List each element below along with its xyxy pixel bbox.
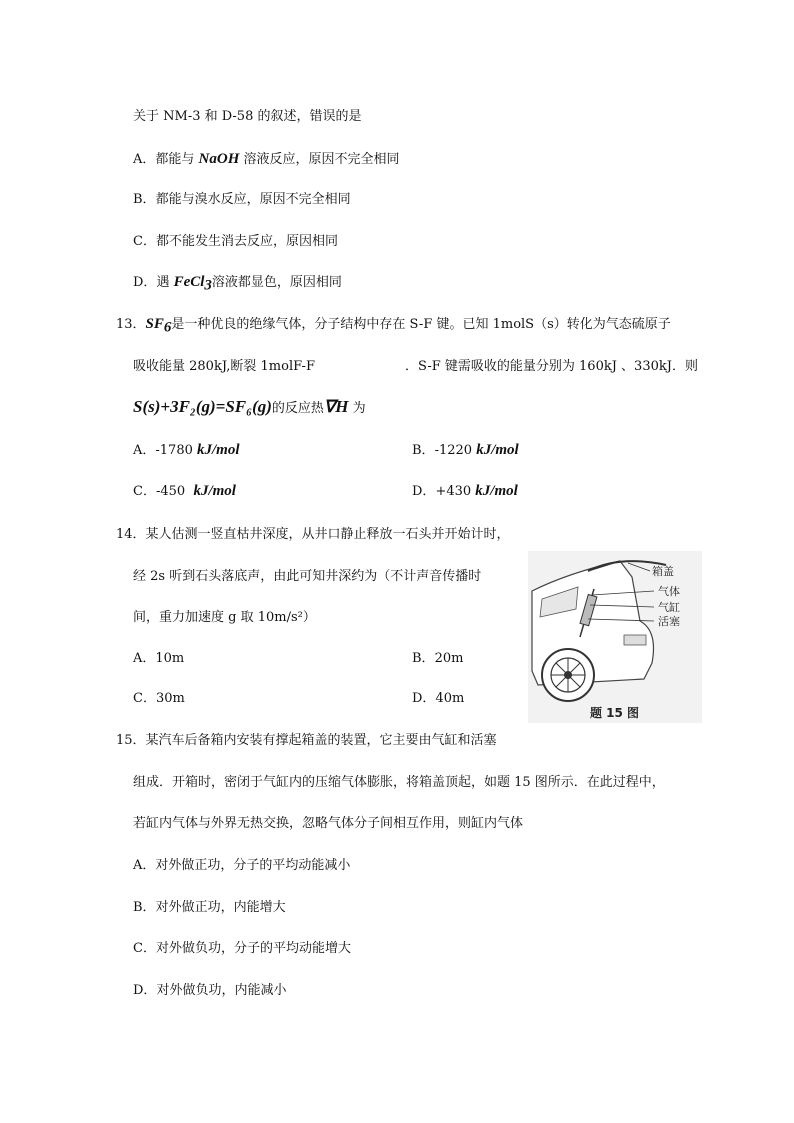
q15-line2: 组成．开箱时，密闭于气缸内的压缩气体膨胀，将箱盖顶起，如题 15 图所示．在此过程中， <box>133 775 665 790</box>
q14-line1: 14．某人估测一竖直枯井深度，从井口静止释放一石头并开始计时， <box>116 527 510 542</box>
option-letter: D． <box>412 484 436 499</box>
chem-formula: SF <box>145 316 164 332</box>
q15-option-b <box>133 899 286 917</box>
q13-line3 <box>133 398 366 418</box>
option-letter: C． <box>133 691 156 706</box>
label-trunk-lid: 箱盖 <box>652 565 674 578</box>
q13-text: 为 <box>348 401 366 416</box>
q14-option-b <box>412 650 463 668</box>
option-letter: A． <box>133 443 156 458</box>
q14-option-d <box>412 690 464 708</box>
option-value: -1780 <box>155 443 193 458</box>
car-trunk-diagram <box>528 551 702 723</box>
car-trunk-figure <box>528 551 702 723</box>
option-letter: B． <box>133 192 156 207</box>
unit: kJ/mol <box>193 483 236 499</box>
unit: kJ/mol <box>476 442 519 458</box>
chem-subscript: 6 <box>163 319 172 336</box>
q14-option-a <box>133 650 184 668</box>
option-letter: C． <box>133 941 156 956</box>
reaction-equation: S(s)+3F₂(g)=SF₆(g) <box>133 397 272 416</box>
q12-option-a <box>133 150 400 169</box>
option-letter: C． <box>133 484 156 499</box>
label-cylinder: 气缸 <box>658 601 680 614</box>
q13-option-a <box>133 441 240 460</box>
option-value: 40m <box>435 691 465 706</box>
option-text: 对外做正功，内能增大 <box>155 900 286 915</box>
unit: kJ/mol <box>197 442 240 458</box>
option-text: 都不能发生消去反应，原因相同 <box>155 234 338 249</box>
option-value: -1220 <box>434 443 473 458</box>
q12-option-c <box>133 233 338 251</box>
option-text: 遇 <box>156 275 174 290</box>
q12-stem: 关于 NM-3 和 D-58 的叙述，错误的是 <box>133 109 362 124</box>
q13-option-c <box>133 482 236 501</box>
option-letter: B． <box>133 900 156 915</box>
q14-line3: 间，重力加速度 g 取 10m/s²） <box>133 610 316 625</box>
q13-line1 <box>116 315 671 337</box>
option-text: 对外做负功，分子的平均动能增大 <box>155 941 351 956</box>
q13-text: 是一种优良的绝缘气体，分子结构中存在 S-F 键。已知 1molS（s）转化为气态硫原子 <box>171 317 671 332</box>
option-value: 20m <box>434 651 464 666</box>
option-letter: B． <box>412 443 435 458</box>
option-text: 都能与 <box>155 152 199 167</box>
q15-option-c <box>133 940 351 958</box>
label-piston: 活塞 <box>658 615 680 628</box>
q13-option-b <box>412 441 519 460</box>
q15-line1: 15．某汽车后备箱内安装有撑起箱盖的装置，它主要由气缸和活塞 <box>116 733 497 748</box>
unit: kJ/mol <box>475 483 518 499</box>
q12-option-d <box>133 273 342 295</box>
option-text: 对外做负功，内能减小 <box>156 983 287 998</box>
chem-subscript: 3 <box>204 277 212 294</box>
chem-formula: FeCl <box>173 274 205 290</box>
option-letter: A． <box>133 651 156 666</box>
option-letter: D． <box>133 275 157 290</box>
option-letter: A． <box>133 858 156 873</box>
q13-option-d <box>412 482 518 501</box>
option-value: -450 <box>155 484 186 499</box>
chem-formula: NaOH <box>198 151 240 167</box>
figure-caption: 题 15 图 <box>590 706 640 720</box>
option-value: +430 <box>435 484 472 499</box>
label-gas: 气体 <box>658 585 680 598</box>
q15-option-d <box>133 982 286 1000</box>
option-letter: A． <box>133 152 156 167</box>
delta-h: ∇H <box>323 397 349 416</box>
q14-line2: 经 2s 听到石头落底声，由此可知井深约为（不计声音传播时 <box>133 569 482 584</box>
option-text: 溶液都显色，原因相同 <box>211 275 342 290</box>
q13-text-b: ．S-F 键需吸收的能量分别为 160kJ 、330kJ．则 <box>404 359 698 374</box>
option-text: 对外做正功，分子的平均动能减小 <box>155 858 351 873</box>
q14-option-c <box>133 690 185 708</box>
option-value: 30m <box>155 691 185 706</box>
q13-line2 <box>133 358 698 376</box>
option-text: 都能与溴水反应，原因不完全相同 <box>155 192 351 207</box>
q12-option-b <box>133 191 351 209</box>
option-letter: D． <box>412 691 436 706</box>
q15-line3: 若缸内气体与外界无热交换，忽略气体分子间相互作用，则缸内气体 <box>133 816 524 831</box>
question-number: 13． <box>116 317 146 332</box>
option-text: 溶液反应，原因不完全相同 <box>239 152 400 167</box>
option-letter: B． <box>412 651 435 666</box>
q15-option-a <box>133 857 350 875</box>
option-letter: C． <box>133 234 156 249</box>
option-value: 10m <box>155 651 185 666</box>
option-letter: D． <box>133 983 157 998</box>
q13-text-a: 吸收能量 280kJ,断裂 1molF-F <box>133 359 315 374</box>
q13-text: 的反应热 <box>271 401 324 416</box>
